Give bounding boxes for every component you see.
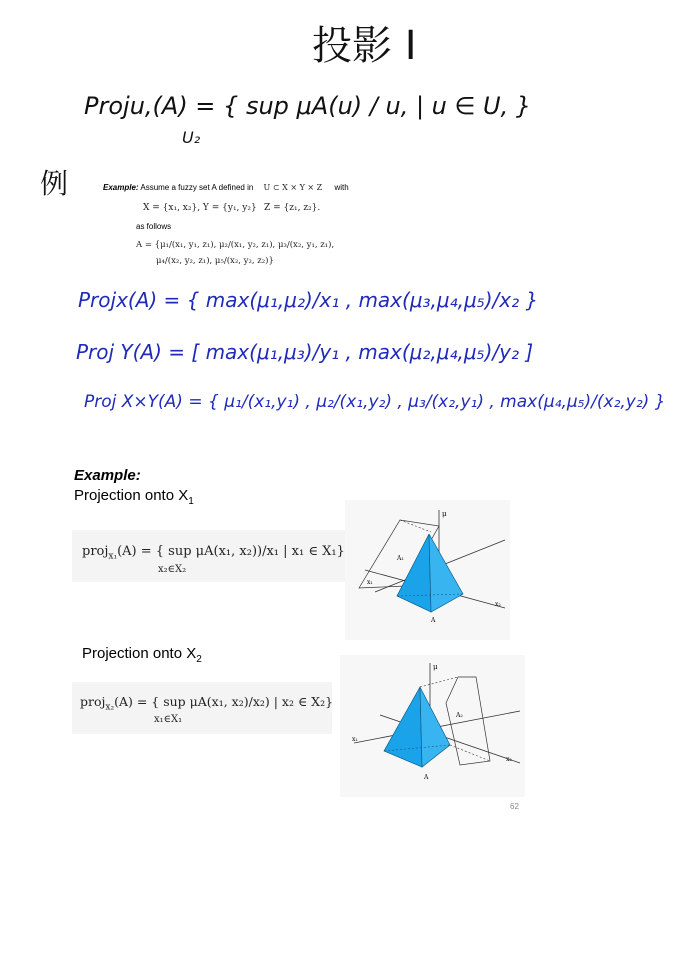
projection-figure-x2 [340,655,525,797]
a-definition-line2: μ₄/(x₂, y₂, z₁), μ₅/(x₂, y₂, z₂)} [156,256,274,266]
as-follows: as follows [136,222,172,231]
proj2-formula-sub: x₂ [105,702,115,713]
example-lead-bold: Example: [103,183,139,192]
proj1-formula-box [72,530,352,582]
proj1-formula-sub: x₁ [108,551,118,562]
proj2-formula-rest: (A) = { sup μA(x₁, x₂)/x₂) | x₂ ∈ X₂} [114,694,334,709]
fig1-a: A [431,617,436,624]
section-heading: Example: [74,467,141,484]
proj1-label-text: Projection onto X [74,487,189,504]
proj1-formula-under: x₂∈X₂ [158,564,187,575]
example-lead-with: with [334,183,349,192]
page-number: 62 [510,802,519,811]
proj2-formula-under: x₁∈X₁ [154,714,183,725]
page-title: 投影 I [312,23,417,69]
example-lead-text: Assume a fuzzy set A defined in [140,183,254,192]
fig1-x1: x₁ [367,579,373,586]
fig2-a: A [424,774,429,781]
proj1-label-sub: 1 [188,496,194,507]
fig1-x2: x₂ [495,601,501,608]
example-mark: 例 [40,167,69,200]
proj1-formula [82,544,345,562]
fig2-x2: x₂ [506,756,512,763]
proj1-formula-rest: (A) = { sup μA(x₁, x₂))/x₁ | x₁ ∈ X₁} [117,544,345,559]
proj1-label [74,487,194,507]
fig1-a1: A₁ [397,555,404,562]
projection-definition: Proju,(A) = { sup μA(u) / u, | u ∈ U, } [84,92,532,120]
example-intro [103,183,349,192]
projection-figure-x1 [345,500,510,640]
example-lead-math: U ⊂ X × Y × Z [263,183,323,192]
fig2-a2: A₂ [456,712,463,719]
sets-line: X = {x₁, x₂}, Y = {y₁, y₂} [143,203,257,213]
proj2-formula [80,694,333,713]
proj1-formula-proj: proj [82,544,109,559]
a-definition-line1: A = {μ₁/(x₁, y₁, z₁), μ₂/(x₁, y₂, z₁), μ₃/(x₂, y₁, z₁), [136,240,335,250]
proj-x-handwritten: Projx(A) = { max(μ₁,μ₂)/x₁ , max(μ₃,μ₄,μ₅)/x₂ } [78,288,539,312]
proj2-label-sub: 2 [196,654,202,665]
z-set: Z = {z₁, z₂}. [264,203,321,213]
definition-subscript: U₂ [182,128,201,147]
proj-y-handwritten: Proj Y(A) = [ max(μ₁,μ₃)/y₁ , max(μ₂,μ₄,μ₅)/y₂ ] [76,340,534,364]
proj-xy-handwritten: Proj X×Y(A) = { μ₁/(x₁,y₁) , μ₂/(x₁,y₂) , μ₃/(x₂,y₁) , max(μ₄,μ₅)/(x₂,y₂) } [84,392,666,412]
fig2-mu: μ [433,663,438,671]
proj2-formula-box [72,682,332,734]
fig1-mu: μ [442,510,447,518]
proj2-formula-proj: proj [80,694,106,709]
proj2-label [82,645,202,665]
proj2-label-text: Projection onto X [82,645,197,662]
fig2-x1: x₁ [352,736,358,743]
